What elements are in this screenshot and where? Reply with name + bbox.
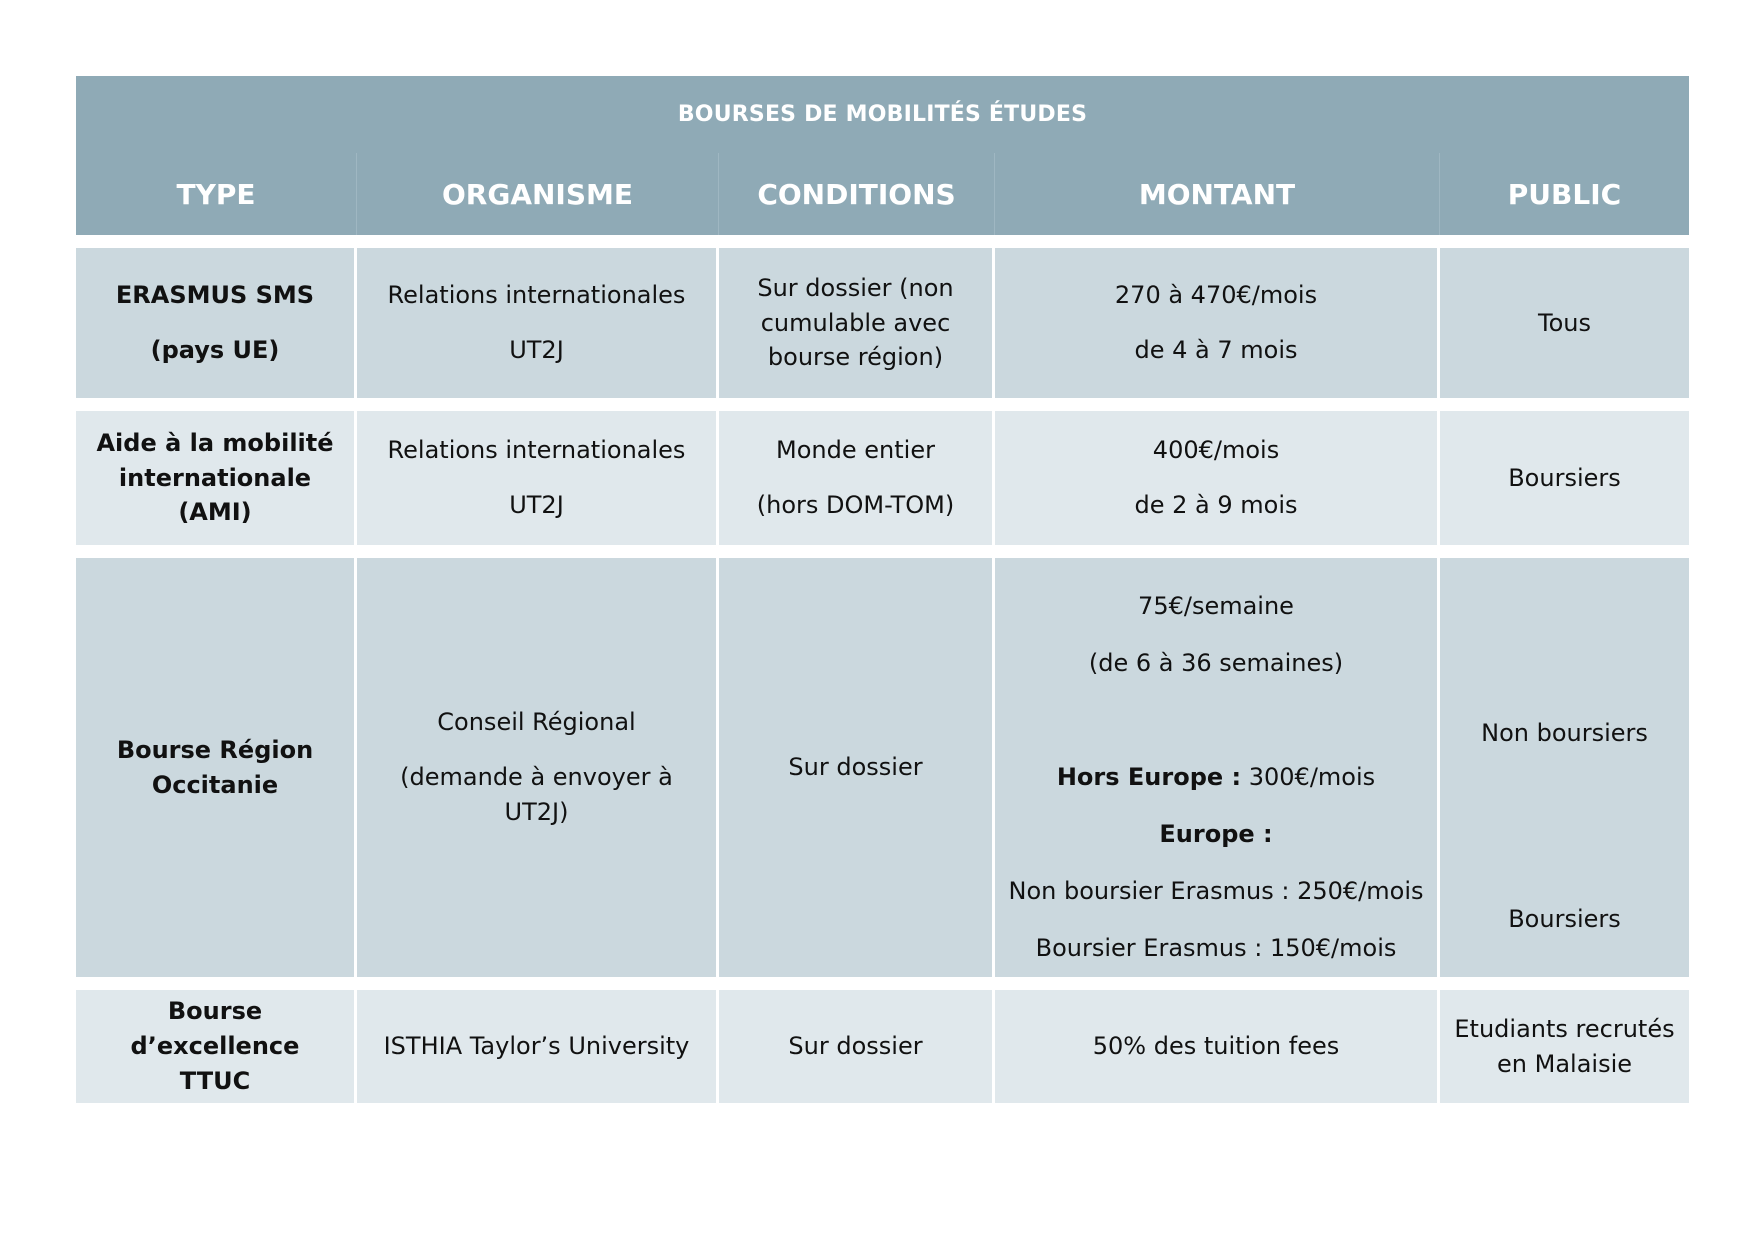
cell-text: Bourse d’excellence bbox=[130, 997, 300, 1061]
cell-text: Boursiers bbox=[1508, 905, 1621, 934]
cell-text: Bourse Région bbox=[116, 735, 314, 764]
cell-organisme bbox=[357, 248, 719, 398]
spacer-line bbox=[1212, 692, 1220, 749]
cell-text: Boursier Erasmus : 150€/mois bbox=[1035, 934, 1397, 962]
cell-type bbox=[76, 411, 357, 545]
cell-text: Occitanie bbox=[151, 770, 279, 799]
cell-conditions bbox=[719, 411, 995, 545]
cell-conditions bbox=[719, 248, 995, 398]
table-row-ttuc bbox=[76, 990, 1689, 1103]
table-row-ami bbox=[76, 411, 1689, 545]
cell-text: Sur dossier bbox=[788, 1032, 923, 1061]
cell-montant bbox=[995, 248, 1440, 398]
cell-text: ERASMUS SMS bbox=[115, 281, 315, 310]
cell-text: UT2J bbox=[509, 336, 564, 364]
cell-public bbox=[1440, 990, 1689, 1103]
hors-europe-line bbox=[1057, 749, 1375, 806]
cell-montant bbox=[995, 411, 1440, 545]
cell-text: 75€/semaine bbox=[1138, 592, 1294, 620]
cell-text: (demande à envoyer à UT2J) bbox=[400, 763, 673, 826]
cell-text: internationale (AMI) bbox=[118, 463, 312, 527]
cell-type bbox=[76, 558, 357, 977]
cell-organisme bbox=[357, 558, 719, 977]
cell-public bbox=[1440, 411, 1689, 545]
cell-text: Boursiers bbox=[1508, 463, 1621, 492]
cell-organisme bbox=[357, 990, 719, 1103]
hors-europe-label: Hors Europe : bbox=[1056, 763, 1242, 791]
cell-public bbox=[1440, 248, 1689, 398]
table-row-region bbox=[76, 558, 1689, 977]
cell-text: Non boursiers bbox=[1481, 719, 1648, 747]
cell-text: de 4 à 7 mois bbox=[1134, 336, 1298, 364]
cell-type bbox=[76, 248, 357, 398]
header-conditions: CONDITIONS bbox=[719, 153, 995, 235]
cell-type bbox=[76, 990, 357, 1103]
table-title: BOURSES DE MOBILITÉS ÉTUDES bbox=[76, 76, 1689, 153]
scholarship-table bbox=[76, 76, 1689, 1103]
europe-label: Europe : bbox=[1159, 820, 1273, 848]
cell-text: Tous bbox=[1538, 308, 1591, 337]
cell-conditions bbox=[719, 558, 995, 977]
header-montant: MONTANT bbox=[995, 153, 1440, 235]
cell-text: UT2J bbox=[509, 491, 564, 519]
header-organisme: ORGANISME bbox=[357, 153, 719, 235]
cell-conditions bbox=[719, 990, 995, 1103]
cell-text: de 2 à 9 mois bbox=[1134, 491, 1298, 519]
cell-text: 50% des tuition fees bbox=[1092, 1032, 1340, 1061]
cell-text: cumulable avec bbox=[760, 308, 951, 337]
cell-text: (de 6 à 36 semaines) bbox=[1088, 649, 1344, 677]
cell-text: Relations internationales bbox=[387, 436, 686, 465]
header-row bbox=[76, 153, 1689, 235]
cell-text: 400€/mois bbox=[1152, 436, 1280, 465]
cell-public bbox=[1440, 558, 1689, 977]
cell-text: ISTHIA Taylor’s University bbox=[383, 1032, 690, 1061]
cell-text: (pays UE) bbox=[150, 336, 280, 364]
cell-text: Sur dossier (non bbox=[757, 273, 954, 302]
cell-text: Etudiants recrutés bbox=[1454, 1014, 1675, 1043]
cell-text: bourse région) bbox=[767, 343, 944, 372]
cell-organisme bbox=[357, 411, 719, 545]
cell-text: Conseil Régional bbox=[437, 708, 636, 737]
cell-montant bbox=[995, 558, 1440, 977]
header-type: TYPE bbox=[76, 153, 357, 235]
cell-text: Monde entier bbox=[776, 436, 935, 465]
cell-montant bbox=[995, 990, 1440, 1103]
header-public: PUBLIC bbox=[1507, 177, 1622, 211]
hors-europe-value: 300€/mois bbox=[1241, 763, 1376, 791]
cell-text: Sur dossier bbox=[788, 753, 923, 782]
cell-text: 270 à 470€/mois bbox=[1114, 281, 1318, 310]
table-row-erasmus bbox=[76, 248, 1689, 398]
cell-text: Non boursier Erasmus : 250€/mois bbox=[1008, 877, 1424, 905]
cell-text: (hors DOM-TOM) bbox=[756, 491, 955, 519]
cell-text: TTUC bbox=[179, 1066, 251, 1095]
cell-text: en Malaisie bbox=[1497, 1049, 1632, 1078]
cell-text: Aide à la mobilité bbox=[96, 428, 334, 457]
cell-text: Relations internationales bbox=[387, 281, 686, 310]
